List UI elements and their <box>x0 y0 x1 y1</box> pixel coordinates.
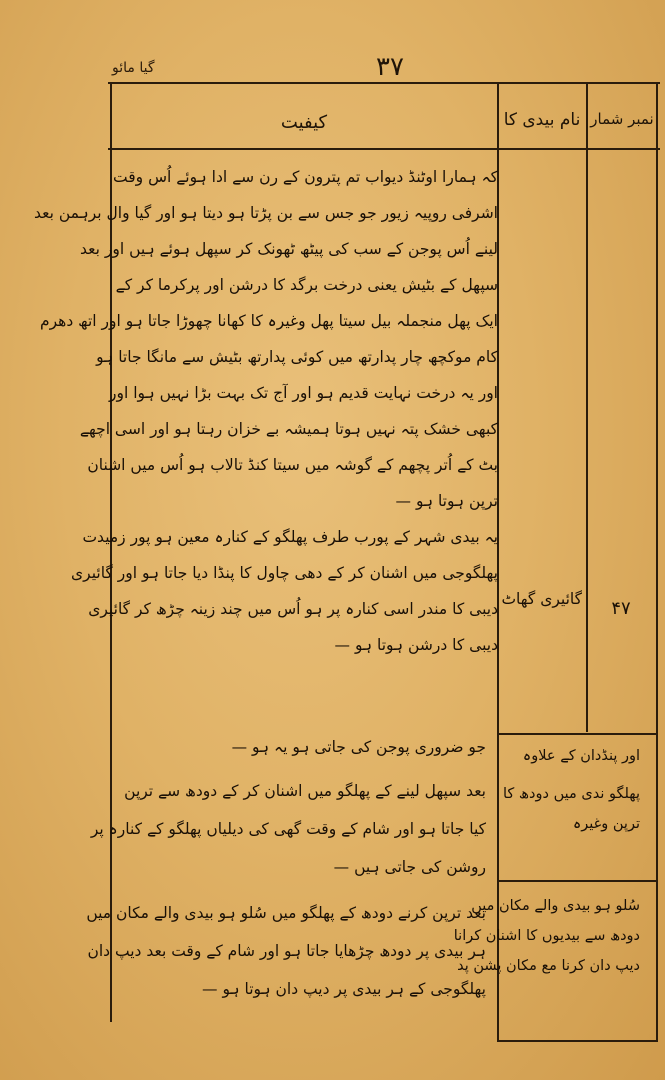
text-line: جو ضروری پوجن کی جاتی ہو یہ ہو — <box>231 738 486 756</box>
table-right-border <box>656 82 658 1042</box>
name-line <box>490 843 640 873</box>
text-line: ہر بیدی پر دودھ چڑھایا جاتا ہو اور شام کے وقت بعد دیپ دان <box>87 942 486 960</box>
header-serial: نمبر شمار <box>590 110 654 128</box>
row-serial: ۴۷ <box>611 598 631 619</box>
header-description: کیفیت <box>280 112 328 133</box>
table-bottom-border <box>497 1040 657 1042</box>
text-line: بعد ترپن کرنے دودھ کے پھلگو میں سُلو ہو بیدی والے مکان میں <box>86 904 486 922</box>
header-name: نام بیدی کا <box>503 110 581 130</box>
text-line: کیا جاتا ہو اور شام کے وقت گھی کی دیلیاں پھلگو کے کنارہ پر <box>90 820 486 838</box>
header-bottom-border <box>108 148 660 150</box>
column-divider-name-serial <box>586 82 588 732</box>
table-top-border <box>108 82 660 84</box>
name-line: اور پنڈدان کے علاوہ <box>522 748 640 764</box>
text-line: لینے اُس پوجن کے سب کی پیٹھ ٹھونک کر سپھل ہوئے ہیں اور بعد <box>80 240 498 258</box>
name-line: پھلگو ندی میں دودھ کا <box>503 786 640 802</box>
text-line: اور یہ درخت نہایت قدیم ہو اور آج تک بہت بڑا نہیں ہوا اور <box>109 384 498 402</box>
text-line: سپھل کے بٹیش یعنی درخت برگد کا درشن اور پرکرما کر کے <box>115 276 498 294</box>
row-name: گائیری گھاٹ <box>501 590 582 608</box>
text-line: کام موکچھ چار پدارتھ میں کوئی پدارتھ بٹیش سے مانگا جاتا ہو <box>96 348 498 366</box>
name-line: ترپن وغیرہ <box>572 816 640 832</box>
name-line: دیپ دان کرنا مع مکان پشن پد <box>457 958 640 974</box>
description-text <box>34 166 498 670</box>
text-line: پھلگوجی میں اشنان کر کے دھی چاول کا پنڈا دیا جاتا ہو اور گائیری <box>71 564 498 582</box>
text-line: ایک پھل منجملہ بیل سیتا پھل وغیرہ کا کھانا چھوڑا جاتا ہو اور اتھ دھرم <box>40 312 498 330</box>
lower-name-text <box>453 745 640 985</box>
text-line: ترپن ہوتا ہو — <box>395 492 498 510</box>
text-line: دیبی کا درشن ہوتا ہو — <box>334 636 498 654</box>
lower-description-text <box>86 736 486 1016</box>
text-line: کبھی خشک پتہ نہیں ہوتا ہمیشہ بے خزان رہتا ہو اور اسی اچھے <box>79 420 498 438</box>
text-line: بعد سپھل لینے کے پھلگو میں اشنان کر کے دودھ سے ترپن <box>124 782 486 800</box>
text-line: یہ بیدی شہر کے پورب طرف پھلگو کے کنارہ معین ہو پور زمیدت <box>82 528 498 546</box>
page-number: ۳۷ <box>376 52 404 82</box>
name-line: سُلو ہو بیدی والے مکان میں <box>471 898 640 914</box>
name-line: دودھ سے بیدیوں کا اشنان کرانا <box>453 928 640 944</box>
row-divider <box>497 733 657 735</box>
text-line: اشرفی روپیہ زیور جو جس سے بن پڑتا ہو دیتا ہو اور گیا وال برہمن بعد <box>34 204 498 222</box>
text-line: کہ ہمارا اوٹنڈ دیواب تم پترون کے رن سے ادا ہوئے اُس وقت <box>113 168 498 186</box>
text-line: پھلگوجی کے ہر بیدی پر دیپ دان ہوتا ہو — <box>202 980 486 998</box>
catchword: گیا مائو <box>112 60 155 76</box>
text-line: روشن کی جاتی ہیں — <box>333 858 486 876</box>
text-line: بٹ کے اُتر پچھم کے گوشہ میں سیتا کنڈ تالاب ہو اُس میں اشنان <box>87 456 498 474</box>
text-line: دیبی کا مندر اسی کنارہ پر ہو اُس میں چند زینہ چڑھ کر گائیری <box>88 600 498 618</box>
